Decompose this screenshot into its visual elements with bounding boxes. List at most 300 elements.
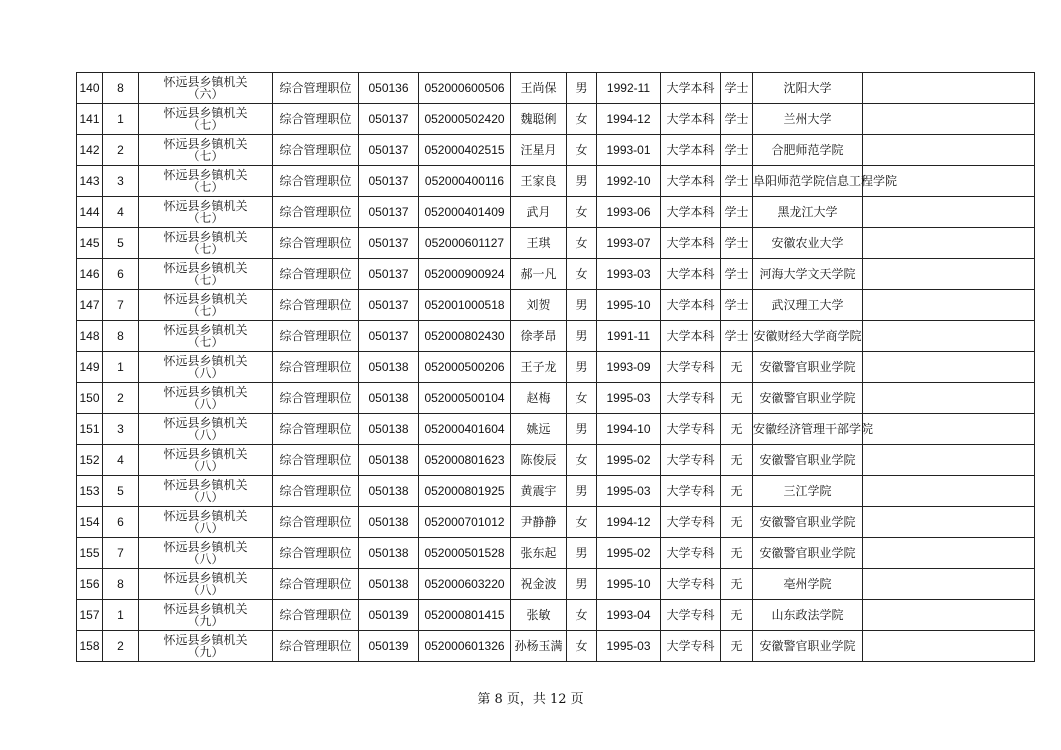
cell-position: 综合管理职位 [273, 135, 359, 166]
cell-birth: 1995-03 [597, 383, 661, 414]
cell-post-code: 050137 [359, 290, 419, 321]
department-name: 怀远县乡镇机关 [163, 199, 248, 213]
table-row [77, 259, 1035, 290]
cell-post-code: 050138 [359, 538, 419, 569]
cell-birth: 1994-10 [597, 414, 661, 445]
cell-exam-number: 052000900924 [419, 259, 511, 290]
cell-degree: 学士 [721, 73, 753, 104]
cell-education: 大学专科 [661, 538, 721, 569]
cell-position: 综合管理职位 [273, 476, 359, 507]
department-subunit: （八） [187, 366, 224, 380]
cell-remark [863, 383, 1035, 414]
cell-seq: 152 [77, 445, 103, 476]
cell-group-index: 1 [103, 104, 139, 135]
cell-remark [863, 507, 1035, 538]
cell-school: 安徽警官职业学院 [753, 383, 863, 414]
cell-group-index: 7 [103, 538, 139, 569]
department-subunit: （八） [187, 490, 224, 504]
cell-department [139, 166, 273, 197]
cell-exam-number: 052000400116 [419, 166, 511, 197]
cell-gender: 男 [567, 476, 597, 507]
cell-department [139, 352, 273, 383]
cell-exam-number: 052000500206 [419, 352, 511, 383]
cell-department [139, 631, 273, 662]
department-name: 怀远县乡镇机关 [163, 540, 248, 554]
cell-exam-number: 052000502420 [419, 104, 511, 135]
cell-name: 徐孝昂 [511, 321, 567, 352]
cell-exam-number: 052000402515 [419, 135, 511, 166]
department-name: 怀远县乡镇机关 [163, 509, 248, 523]
cell-group-index: 3 [103, 414, 139, 445]
table-row [77, 352, 1035, 383]
cell-seq: 147 [77, 290, 103, 321]
cell-degree: 无 [721, 414, 753, 445]
department-subunit: （七） [187, 335, 224, 349]
cell-degree: 学士 [721, 166, 753, 197]
cell-name: 孙杨玉满 [511, 631, 567, 662]
cell-birth: 1995-02 [597, 538, 661, 569]
department-subunit: （八） [187, 428, 224, 442]
cell-group-index: 3 [103, 166, 139, 197]
cell-birth: 1993-07 [597, 228, 661, 259]
cell-post-code: 050139 [359, 631, 419, 662]
cell-seq: 142 [77, 135, 103, 166]
department-name: 怀远县乡镇机关 [163, 106, 248, 120]
table-row [77, 197, 1035, 228]
cell-position: 综合管理职位 [273, 321, 359, 352]
cell-group-index: 4 [103, 445, 139, 476]
table-row [77, 104, 1035, 135]
cell-group-index: 6 [103, 259, 139, 290]
cell-remark [863, 104, 1035, 135]
cell-education: 大学专科 [661, 383, 721, 414]
cell-birth: 1993-09 [597, 352, 661, 383]
department-name: 怀远县乡镇机关 [163, 137, 248, 151]
cell-school: 山东政法学院 [753, 600, 863, 631]
cell-remark [863, 414, 1035, 445]
cell-position: 综合管理职位 [273, 228, 359, 259]
cell-name: 尹静静 [511, 507, 567, 538]
table-row [77, 507, 1035, 538]
cell-school: 安徽农业大学 [753, 228, 863, 259]
cell-gender: 男 [567, 166, 597, 197]
cell-school: 安徽警官职业学院 [753, 538, 863, 569]
cell-remark [863, 290, 1035, 321]
cell-group-index: 8 [103, 73, 139, 104]
cell-school: 三江学院 [753, 476, 863, 507]
department-name: 怀远县乡镇机关 [163, 633, 248, 647]
cell-remark [863, 476, 1035, 507]
cell-birth: 1992-10 [597, 166, 661, 197]
cell-post-code: 050138 [359, 352, 419, 383]
cell-seq: 140 [77, 73, 103, 104]
cell-degree: 无 [721, 352, 753, 383]
cell-group-index: 1 [103, 600, 139, 631]
cell-seq: 144 [77, 197, 103, 228]
table-row [77, 538, 1035, 569]
cell-school: 武汉理工大学 [753, 290, 863, 321]
cell-position: 综合管理职位 [273, 290, 359, 321]
cell-group-index: 4 [103, 197, 139, 228]
cell-gender: 女 [567, 507, 597, 538]
department-subunit: （九） [187, 614, 224, 628]
cell-remark [863, 569, 1035, 600]
cell-department [139, 104, 273, 135]
cell-post-code: 050137 [359, 197, 419, 228]
cell-gender: 男 [567, 321, 597, 352]
cell-seq: 143 [77, 166, 103, 197]
cell-remark [863, 538, 1035, 569]
cell-position: 综合管理职位 [273, 569, 359, 600]
cell-gender: 女 [567, 197, 597, 228]
cell-position: 综合管理职位 [273, 538, 359, 569]
cell-exam-number: 052000601127 [419, 228, 511, 259]
cell-school: 合肥师范学院 [753, 135, 863, 166]
department-name: 怀远县乡镇机关 [163, 602, 248, 616]
cell-degree: 学士 [721, 197, 753, 228]
department-subunit: （七） [187, 180, 224, 194]
cell-group-index: 2 [103, 135, 139, 166]
department-name: 怀远县乡镇机关 [163, 447, 248, 461]
cell-birth: 1993-01 [597, 135, 661, 166]
department-subunit: （六） [187, 87, 224, 101]
cell-name: 黄震宇 [511, 476, 567, 507]
cell-post-code: 050138 [359, 383, 419, 414]
cell-post-code: 050138 [359, 569, 419, 600]
cell-name: 武月 [511, 197, 567, 228]
cell-name: 陈俊辰 [511, 445, 567, 476]
cell-name: 张敏 [511, 600, 567, 631]
cell-degree: 无 [721, 476, 753, 507]
cell-exam-number: 052001000518 [419, 290, 511, 321]
cell-post-code: 050139 [359, 600, 419, 631]
cell-birth: 1992-11 [597, 73, 661, 104]
cell-name: 王尚保 [511, 73, 567, 104]
cell-exam-number: 052000801415 [419, 600, 511, 631]
cell-education: 大学本科 [661, 259, 721, 290]
cell-group-index: 8 [103, 321, 139, 352]
cell-gender: 女 [567, 228, 597, 259]
department-subunit: （七） [187, 211, 224, 225]
cell-gender: 男 [567, 538, 597, 569]
cell-name: 王琪 [511, 228, 567, 259]
cell-exam-number: 052000401409 [419, 197, 511, 228]
department-subunit: （八） [187, 552, 224, 566]
cell-seq: 149 [77, 352, 103, 383]
cell-school: 河海大学文天学院 [753, 259, 863, 290]
cell-degree: 学士 [721, 104, 753, 135]
cell-post-code: 050138 [359, 445, 419, 476]
cell-seq: 156 [77, 569, 103, 600]
cell-education: 大学专科 [661, 445, 721, 476]
department-name: 怀远县乡镇机关 [163, 416, 248, 430]
cell-remark [863, 228, 1035, 259]
cell-seq: 154 [77, 507, 103, 538]
cell-exam-number: 052000701012 [419, 507, 511, 538]
cell-education: 大学本科 [661, 104, 721, 135]
cell-department [139, 538, 273, 569]
cell-position: 综合管理职位 [273, 445, 359, 476]
cell-post-code: 050137 [359, 104, 419, 135]
cell-school: 安徽财经大学商学院 [753, 321, 863, 352]
cell-remark [863, 321, 1035, 352]
department-name: 怀远县乡镇机关 [163, 75, 248, 89]
cell-degree: 无 [721, 507, 753, 538]
cell-gender: 女 [567, 631, 597, 662]
cell-department [139, 135, 273, 166]
cell-degree: 无 [721, 631, 753, 662]
cell-seq: 157 [77, 600, 103, 631]
cell-department [139, 507, 273, 538]
cell-group-index: 5 [103, 228, 139, 259]
cell-birth: 1994-12 [597, 104, 661, 135]
table-row [77, 321, 1035, 352]
department-subunit: （九） [187, 645, 224, 659]
cell-degree: 学士 [721, 135, 753, 166]
table-row [77, 135, 1035, 166]
cell-seq: 151 [77, 414, 103, 445]
cell-education: 大学专科 [661, 414, 721, 445]
cell-birth: 1993-04 [597, 600, 661, 631]
cell-degree: 学士 [721, 228, 753, 259]
cell-degree: 无 [721, 569, 753, 600]
cell-name: 祝金波 [511, 569, 567, 600]
cell-department [139, 197, 273, 228]
cell-degree: 无 [721, 600, 753, 631]
cell-position: 综合管理职位 [273, 600, 359, 631]
cell-post-code: 050137 [359, 166, 419, 197]
cell-name: 郝一凡 [511, 259, 567, 290]
cell-remark [863, 135, 1035, 166]
cell-post-code: 050136 [359, 73, 419, 104]
cell-position: 综合管理职位 [273, 259, 359, 290]
cell-gender: 男 [567, 569, 597, 600]
department-subunit: （七） [187, 273, 224, 287]
cell-education: 大学专科 [661, 352, 721, 383]
cell-education: 大学本科 [661, 73, 721, 104]
cell-education: 大学本科 [661, 228, 721, 259]
cell-birth: 1995-10 [597, 290, 661, 321]
cell-school: 亳州学院 [753, 569, 863, 600]
cell-gender: 男 [567, 414, 597, 445]
cell-group-index: 6 [103, 507, 139, 538]
table-row [77, 166, 1035, 197]
cell-education: 大学本科 [661, 290, 721, 321]
table-row [77, 290, 1035, 321]
cell-position: 综合管理职位 [273, 383, 359, 414]
cell-group-index: 2 [103, 631, 139, 662]
department-subunit: （八） [187, 583, 224, 597]
cell-name: 王家良 [511, 166, 567, 197]
cell-remark [863, 197, 1035, 228]
table-row [77, 383, 1035, 414]
cell-gender: 女 [567, 600, 597, 631]
cell-birth: 1994-12 [597, 507, 661, 538]
cell-seq: 158 [77, 631, 103, 662]
cell-education: 大学专科 [661, 569, 721, 600]
cell-birth: 1995-03 [597, 631, 661, 662]
table-row [77, 445, 1035, 476]
cell-position: 综合管理职位 [273, 73, 359, 104]
cell-degree: 无 [721, 383, 753, 414]
cell-degree: 学士 [721, 290, 753, 321]
department-subunit: （七） [187, 149, 224, 163]
cell-gender: 女 [567, 135, 597, 166]
cell-exam-number: 052000501528 [419, 538, 511, 569]
cell-name: 王子龙 [511, 352, 567, 383]
table-row [77, 228, 1035, 259]
cell-position: 综合管理职位 [273, 414, 359, 445]
cell-department [139, 414, 273, 445]
cell-school: 兰州大学 [753, 104, 863, 135]
cell-department [139, 290, 273, 321]
cell-remark [863, 600, 1035, 631]
cell-school: 沈阳大学 [753, 73, 863, 104]
cell-name: 姚远 [511, 414, 567, 445]
cell-education: 大学专科 [661, 476, 721, 507]
cell-group-index: 8 [103, 569, 139, 600]
cell-department [139, 73, 273, 104]
cell-gender: 女 [567, 259, 597, 290]
cell-seq: 141 [77, 104, 103, 135]
cell-education: 大学专科 [661, 507, 721, 538]
cell-post-code: 050137 [359, 135, 419, 166]
cell-exam-number: 052000802430 [419, 321, 511, 352]
department-name: 怀远县乡镇机关 [163, 230, 248, 244]
cell-exam-number: 052000603220 [419, 569, 511, 600]
cell-degree: 无 [721, 445, 753, 476]
cell-school: 黑龙江大学 [753, 197, 863, 228]
department-name: 怀远县乡镇机关 [163, 261, 248, 275]
department-subunit: （七） [187, 118, 224, 132]
cell-department [139, 569, 273, 600]
cell-gender: 男 [567, 290, 597, 321]
department-name: 怀远县乡镇机关 [163, 168, 248, 182]
cell-education: 大学专科 [661, 600, 721, 631]
cell-department [139, 228, 273, 259]
table-row [77, 476, 1035, 507]
table-row [77, 414, 1035, 445]
cell-post-code: 050137 [359, 228, 419, 259]
cell-degree: 学士 [721, 321, 753, 352]
cell-position: 综合管理职位 [273, 352, 359, 383]
cell-group-index: 5 [103, 476, 139, 507]
cell-remark [863, 445, 1035, 476]
cell-department [139, 321, 273, 352]
cell-post-code: 050138 [359, 507, 419, 538]
cell-birth: 1995-10 [597, 569, 661, 600]
cell-seq: 145 [77, 228, 103, 259]
cell-position: 综合管理职位 [273, 507, 359, 538]
cell-exam-number: 052000401604 [419, 414, 511, 445]
cell-name: 汪星月 [511, 135, 567, 166]
cell-post-code: 050138 [359, 476, 419, 507]
table-row [77, 569, 1035, 600]
cell-seq: 153 [77, 476, 103, 507]
cell-degree: 学士 [721, 259, 753, 290]
cell-education: 大学专科 [661, 631, 721, 662]
cell-name: 魏聪俐 [511, 104, 567, 135]
cell-education: 大学本科 [661, 321, 721, 352]
cell-birth: 1993-03 [597, 259, 661, 290]
cell-gender: 女 [567, 104, 597, 135]
department-name: 怀远县乡镇机关 [163, 354, 248, 368]
cell-name: 赵梅 [511, 383, 567, 414]
cell-name: 张东起 [511, 538, 567, 569]
cell-position: 综合管理职位 [273, 104, 359, 135]
cell-seq: 155 [77, 538, 103, 569]
cell-group-index: 1 [103, 352, 139, 383]
cell-school: 阜阳师范学院信息工程学院 [753, 166, 863, 197]
department-subunit: （七） [187, 304, 224, 318]
cell-school: 安徽经济管理干部学院 [753, 414, 863, 445]
department-subunit: （八） [187, 521, 224, 535]
cell-department [139, 600, 273, 631]
department-subunit: （八） [187, 397, 224, 411]
table-row [77, 600, 1035, 631]
cell-education: 大学本科 [661, 197, 721, 228]
cell-group-index: 2 [103, 383, 139, 414]
cell-department [139, 259, 273, 290]
cell-school: 安徽警官职业学院 [753, 631, 863, 662]
cell-post-code: 050137 [359, 259, 419, 290]
cell-birth: 1993-06 [597, 197, 661, 228]
cell-exam-number: 052000600506 [419, 73, 511, 104]
cell-birth: 1995-03 [597, 476, 661, 507]
cell-remark [863, 631, 1035, 662]
cell-gender: 女 [567, 445, 597, 476]
department-subunit: （七） [187, 242, 224, 256]
cell-birth: 1991-11 [597, 321, 661, 352]
cell-gender: 男 [567, 352, 597, 383]
cell-seq: 150 [77, 383, 103, 414]
cell-seq: 146 [77, 259, 103, 290]
department-name: 怀远县乡镇机关 [163, 478, 248, 492]
cell-exam-number: 052000601326 [419, 631, 511, 662]
table-body [77, 73, 1035, 662]
cell-department [139, 383, 273, 414]
cell-school: 安徽警官职业学院 [753, 352, 863, 383]
cell-seq: 148 [77, 321, 103, 352]
candidate-table [76, 72, 1035, 662]
cell-name: 刘贺 [511, 290, 567, 321]
department-name: 怀远县乡镇机关 [163, 571, 248, 585]
cell-remark [863, 352, 1035, 383]
table-row [77, 73, 1035, 104]
cell-birth: 1995-02 [597, 445, 661, 476]
cell-position: 综合管理职位 [273, 631, 359, 662]
cell-education: 大学本科 [661, 166, 721, 197]
cell-group-index: 7 [103, 290, 139, 321]
cell-department [139, 476, 273, 507]
department-name: 怀远县乡镇机关 [163, 385, 248, 399]
cell-gender: 女 [567, 383, 597, 414]
cell-exam-number: 052000801623 [419, 445, 511, 476]
department-name: 怀远县乡镇机关 [163, 292, 248, 306]
page-footer: 第 8 页，共 12 页 [477, 692, 584, 707]
cell-position: 综合管理职位 [273, 166, 359, 197]
cell-department [139, 445, 273, 476]
department-name: 怀远县乡镇机关 [163, 323, 248, 337]
cell-school: 安徽警官职业学院 [753, 507, 863, 538]
cell-school: 安徽警官职业学院 [753, 445, 863, 476]
cell-education: 大学本科 [661, 135, 721, 166]
cell-post-code: 050137 [359, 321, 419, 352]
cell-degree: 无 [721, 538, 753, 569]
cell-gender: 男 [567, 73, 597, 104]
cell-remark [863, 259, 1035, 290]
cell-remark [863, 73, 1035, 104]
